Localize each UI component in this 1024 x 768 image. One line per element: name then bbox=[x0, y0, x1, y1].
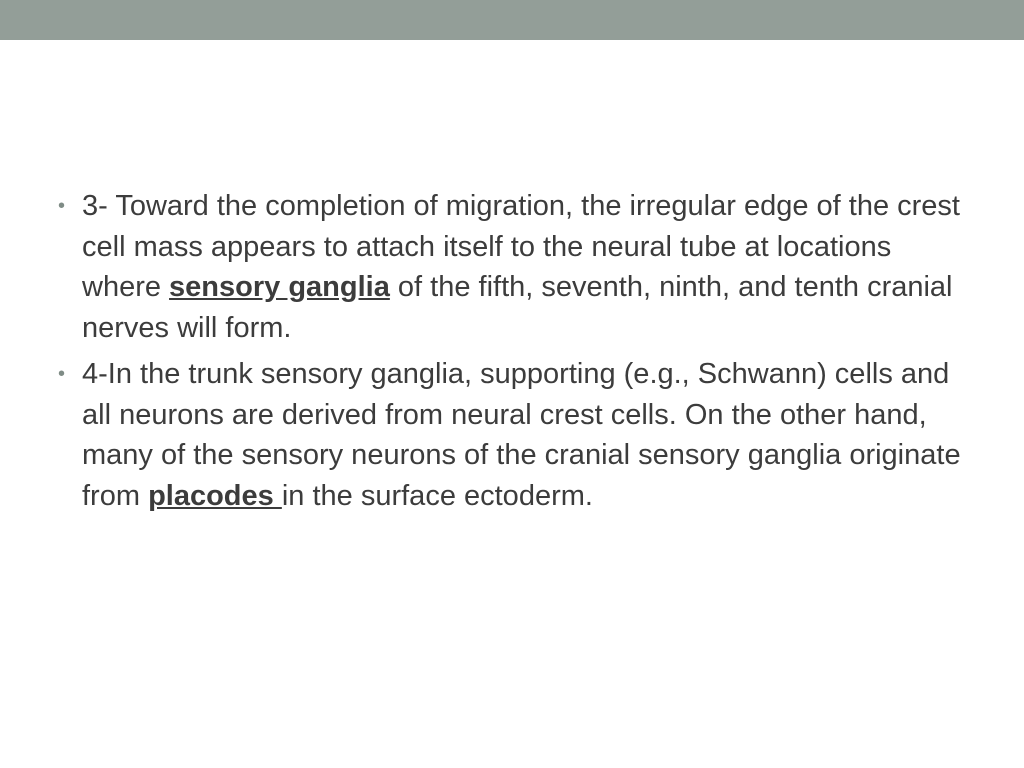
bullet-item-1 bbox=[58, 186, 978, 348]
bullet-marker-icon: • bbox=[58, 363, 66, 385]
bullet-item-2 bbox=[58, 354, 978, 516]
term-placodes: placodes bbox=[148, 479, 282, 512]
term-sensory-ganglia: sensory ganglia bbox=[169, 271, 390, 303]
bullet-text-before: 4-In the trunk sensory ganglia, supporting (e.g., Schwann) cells and all neurons are derived from neural crest cells. On the other hand, many of the sensory neurons of the cranial sensory ganglia originate from bbox=[82, 358, 961, 512]
bullet-text-after: of the fifth, seventh, ninth, and tenth cranial nerves will form. bbox=[82, 271, 953, 344]
bullet-list bbox=[58, 186, 978, 522]
bullet-text-before: 3- Toward the completion of migration, the irregular edge of the crest cell mass appears to attach itself to the neural tube at locations where bbox=[82, 190, 960, 303]
bullet-marker-icon: • bbox=[58, 195, 66, 217]
bullet-text-after: in the surface ectoderm. bbox=[281, 479, 593, 512]
top-accent-bar bbox=[0, 0, 1024, 40]
